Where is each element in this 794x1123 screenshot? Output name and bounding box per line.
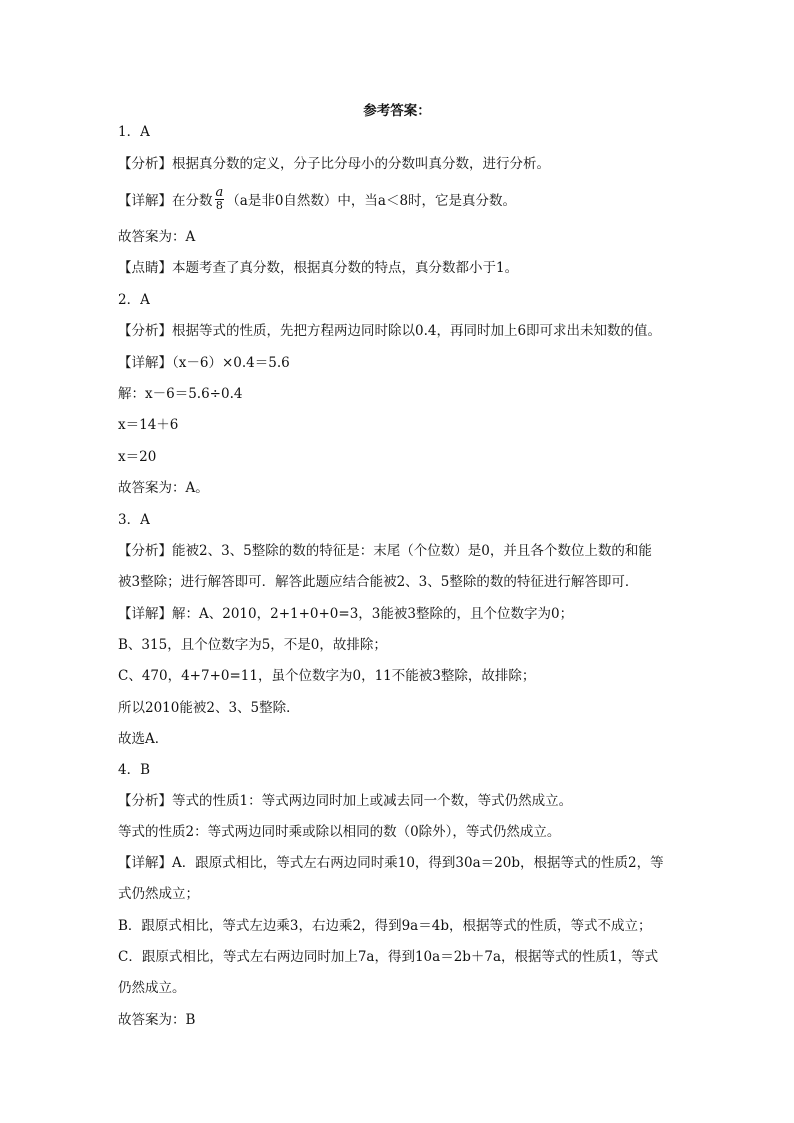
detail-tag: 【详解】 (118, 355, 172, 371)
comment-tag: 【点睛】 (118, 260, 172, 276)
detail-tag: 【详解】 (118, 606, 172, 622)
analysis-text: 根据真分数的定义，分子比分母小的分数叫真分数，进行分析。 (172, 156, 550, 172)
answer-1-comment (118, 258, 518, 278)
answer-2-number: 2．A (118, 292, 150, 308)
analysis-tag: 【分析】 (118, 323, 172, 339)
fraction-denominator: 8 (215, 199, 223, 212)
answer-4-option-b: B．跟原式相比，等式左边乘3，右边乘2，得到9a＝4b，根据等式的性质，等式不成立； (118, 918, 652, 934)
detail-text: （x－6）×0.4＝5.6 (172, 355, 290, 371)
answer-4-result: 故答案为：B (118, 1012, 196, 1028)
detail-tag: 【详解】 (118, 193, 172, 209)
answer-4-analysis-cont: 等式的性质2：等式两边同时乘或除以相同的数（0除外），等式仍然成立。 (118, 824, 561, 840)
answer-3-analysis-cont: 被3整除；进行解答即可．解答此题应结合能被2、3、5整除的数的特征进行解答即可． (118, 574, 639, 590)
answer-3-detail (118, 604, 573, 624)
detail-text-a: 在分数 (172, 193, 213, 209)
answer-1-result: 故答案为：A (118, 229, 196, 245)
answer-4-option-c-cont: 仍然成立。 (118, 980, 186, 996)
detail-text-b: （a是非0自然数）中，当a＜8时，它是真分数。 (226, 193, 517, 209)
answer-4-detail-cont: 式仍然成立； (118, 886, 199, 902)
analysis-tag: 【分析】 (118, 156, 172, 172)
answer-2-detail (118, 353, 290, 373)
answer-2-step-1: 解：x－6＝5.6÷0.4 (118, 386, 243, 402)
answer-4-analysis (118, 791, 572, 811)
analysis-text: 能被2、3、5整除的数的特征是：末尾（个位数）是0，并且各个数位上数的和能 (172, 543, 652, 559)
analysis-tag: 【分析】 (118, 793, 172, 809)
answer-2-analysis (118, 321, 661, 341)
comment-text: 本题考查了真分数，根据真分数的特点，真分数都小于1。 (172, 260, 519, 276)
detail-tag: 【详解】 (118, 855, 172, 871)
answer-4-option-c: C．跟原式相比，等式左右两边同时加上7a，得到10a＝2b＋7a，根据等式的性质1，等式 (118, 949, 659, 965)
answer-4-number: 4．B (118, 762, 151, 778)
fraction-a-over-8 (215, 187, 225, 212)
answer-2-result: 故答案为：A。 (118, 480, 209, 496)
detail-text: A．跟原式相比，等式左右两边同时乘10，得到30a＝20b，根据等式的性质2，等 (172, 855, 664, 871)
answer-2-step-3: x＝20 (118, 449, 157, 465)
answer-4-detail (118, 853, 664, 873)
answer-3-result: 故选A． (118, 731, 169, 747)
fraction-numerator: a (215, 185, 224, 200)
answer-3-conclusion: 所以2010能被2、3、5整除． (118, 700, 300, 716)
detail-text: 解：A、2010，2+1+0+0=3，3能被3整除的，且个位数字为0； (172, 606, 574, 622)
analysis-text: 等式的性质1：等式两边同时加上或减去同一个数，等式仍然成立。 (172, 793, 573, 809)
answer-1-detail (118, 185, 517, 214)
answer-3-option-b: B、315，且个位数字为5，不是0，故排除； (118, 637, 387, 653)
answer-2-step-2: x＝14＋6 (118, 417, 179, 433)
answer-3-analysis (118, 541, 652, 561)
answer-1-analysis (118, 154, 550, 174)
page-title: 参考答案： (363, 103, 431, 119)
answer-1-number: 1．A (118, 124, 150, 140)
analysis-text: 根据等式的性质，先把方程两边同时除以0.4，再同时加上6即可求出未知数的值。 (172, 323, 662, 339)
answer-3-number: 3．A (118, 512, 150, 528)
answer-3-option-c: C、470，4+7+0=11，虽个位数字为0，11不能被3整除，故排除； (118, 668, 536, 684)
analysis-tag: 【分析】 (118, 543, 172, 559)
